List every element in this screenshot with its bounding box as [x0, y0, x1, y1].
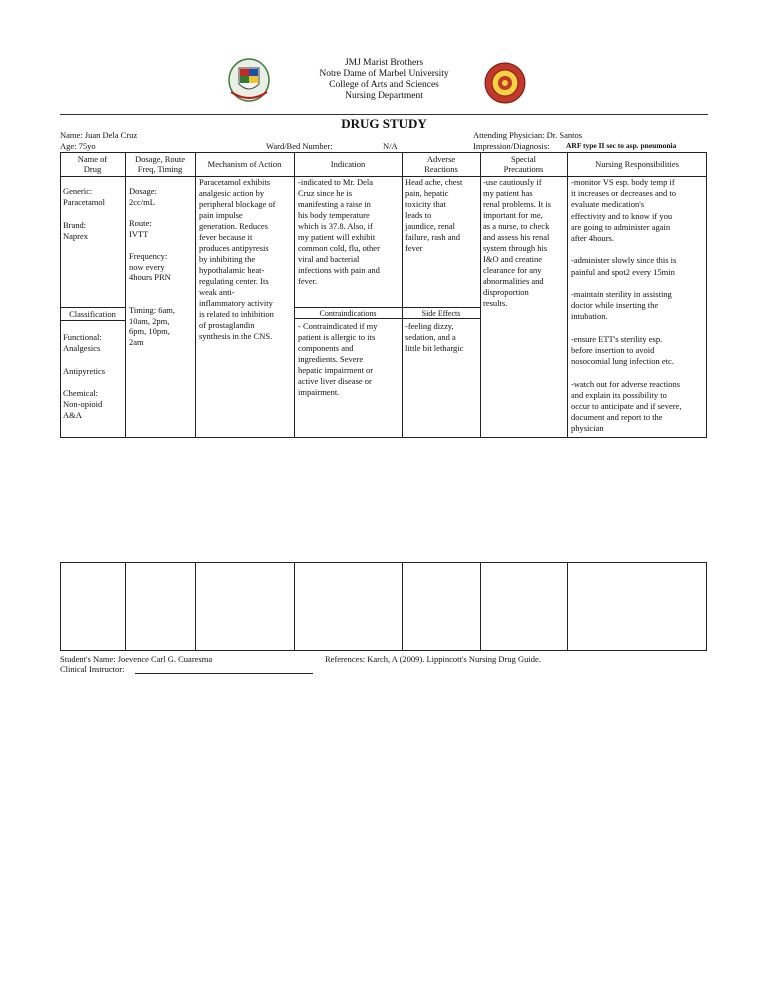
student-name: Student's Name: Joevence Carl G. Cuaresma	[60, 654, 213, 664]
nursing-responsibilities-cell: -monitor VS esp. body temp if it increases or decreases and to evaluate medication's effectivity and to know if you are going to administer again after 4hours. -administer slowly since this is painful and spot2 every 15min -maintain sterility in assisting doctor while inserting the intubation. -ensure ETT's sterility esp. before insertion to avoid nosocomial lung infection etc. -watch out for adverse reactions and explain its possibility to occur to anticipate and if severe, document and report to the physician	[571, 177, 682, 434]
contraindications-cell: - Contraindicated if my patient is allergic to its components and ingredients. Severe hepatic impairment or active liver disease or impairment.	[298, 321, 378, 397]
subheader-contraindications: Contraindications	[319, 309, 377, 318]
patient-name: Name: Juan Dela Cruz	[60, 130, 138, 140]
attending-physician: Attending Physician: Dr. Santos	[473, 130, 583, 140]
row-divider	[294, 307, 480, 308]
col-divider	[195, 562, 196, 651]
col-divider	[567, 152, 568, 438]
subheader-side-effects: Side Effects	[421, 309, 461, 318]
references: References: Karch, A (2009). Lippincott's Nursing Drug Guide.	[325, 654, 541, 664]
col-divider	[125, 152, 126, 438]
col-divider	[480, 152, 481, 438]
classification-cell: Functional: Analgesics Antipyretics Chemical: Non-opioid A&A	[63, 332, 106, 421]
clinical-instructor-signature-line	[135, 673, 313, 674]
document-title: DRUG STUDY	[341, 116, 427, 131]
impression-label: Impression/Diagnosis:	[473, 141, 550, 151]
col-divider	[402, 152, 403, 438]
indication-cell: -indicated to Mr. Dela Cruz since he is manifesting a raise in his body temperature which is 37.8. Also, if my patient will exhibit common cold, flu, other viral and bacterial infections with pain and fever.	[298, 177, 380, 286]
col-header-name-of-drug: Name of Drug	[77, 154, 108, 174]
subheader-classification: Classification	[69, 309, 116, 319]
patient-age: Age: 75yo	[60, 141, 96, 151]
adverse-reactions-cell: Head ache, chest pain, hepatic toxicity that leads to jaundice, renal failure, rash and fever	[405, 177, 463, 253]
col-divider	[567, 562, 568, 651]
side-effects-cell: -feeling dizzy, sedation, and a little bit lethargic	[405, 321, 464, 353]
institution-header	[0, 58, 768, 102]
mechanism-cell: Paracetamol exhibits analgesic action by peripheral blockage of pain impulse generation. Reduces fever because it produces antipyresis by inhibiting the hypothalamic heat- regulating center. Its weak anti- inflammatory activity is related to inhibition of prostaglandin synthesis in the CNS.	[199, 177, 276, 341]
dosage-cell: Dosage: 2cc/mL Route: IVTT Frequency: now every 4hours PRN Timing: 6am, 10am, 2pm, 6pm, 10pm, 2am	[129, 186, 175, 348]
col-header-special-precautions: Special Precautions	[503, 154, 544, 174]
col-header-indication: Indication	[330, 159, 366, 169]
clinical-instructor-label: Clinical Instructor:	[60, 664, 125, 674]
row-divider	[60, 307, 125, 308]
col-divider	[125, 562, 126, 651]
header-line-4: Nursing Department	[345, 91, 423, 101]
col-header-dosage: Dosage, Route Freq, Timing	[134, 154, 186, 174]
col-divider	[294, 152, 295, 438]
header-divider	[60, 114, 708, 115]
drug-name-cell: Generic: Paracetamol Brand: Naprex	[63, 186, 106, 241]
header-line-3: College of Arts and Sciences	[329, 80, 439, 90]
special-precautions-cell: -use cautiously if my patient has renal problems. It is important for me, as a nurse, to check and assess his renal system through his I&O and creatine clearance for any abnormalities and disproportion results.	[483, 177, 551, 308]
col-header-nursing-responsibilities: Nursing Responsibilities	[595, 159, 679, 169]
col-header-adverse-reactions: Adverse Reactions	[424, 154, 458, 174]
header-line-2: Notre Dame of Marbel University	[319, 69, 449, 79]
col-header-mechanism: Mechanism of Action	[207, 159, 282, 169]
row-divider	[60, 320, 125, 321]
header-line-1: JMJ Marist Brothers	[344, 58, 424, 68]
ward-value: N/A	[383, 141, 398, 151]
col-divider	[480, 562, 481, 651]
impression-value: ARF type II sec to asp. pneumonia	[566, 141, 677, 150]
col-divider	[294, 562, 295, 651]
ward-label: Ward/Bed Number:	[266, 141, 333, 151]
col-divider	[402, 562, 403, 651]
empty-drug-table	[60, 562, 707, 651]
col-divider	[195, 152, 196, 438]
